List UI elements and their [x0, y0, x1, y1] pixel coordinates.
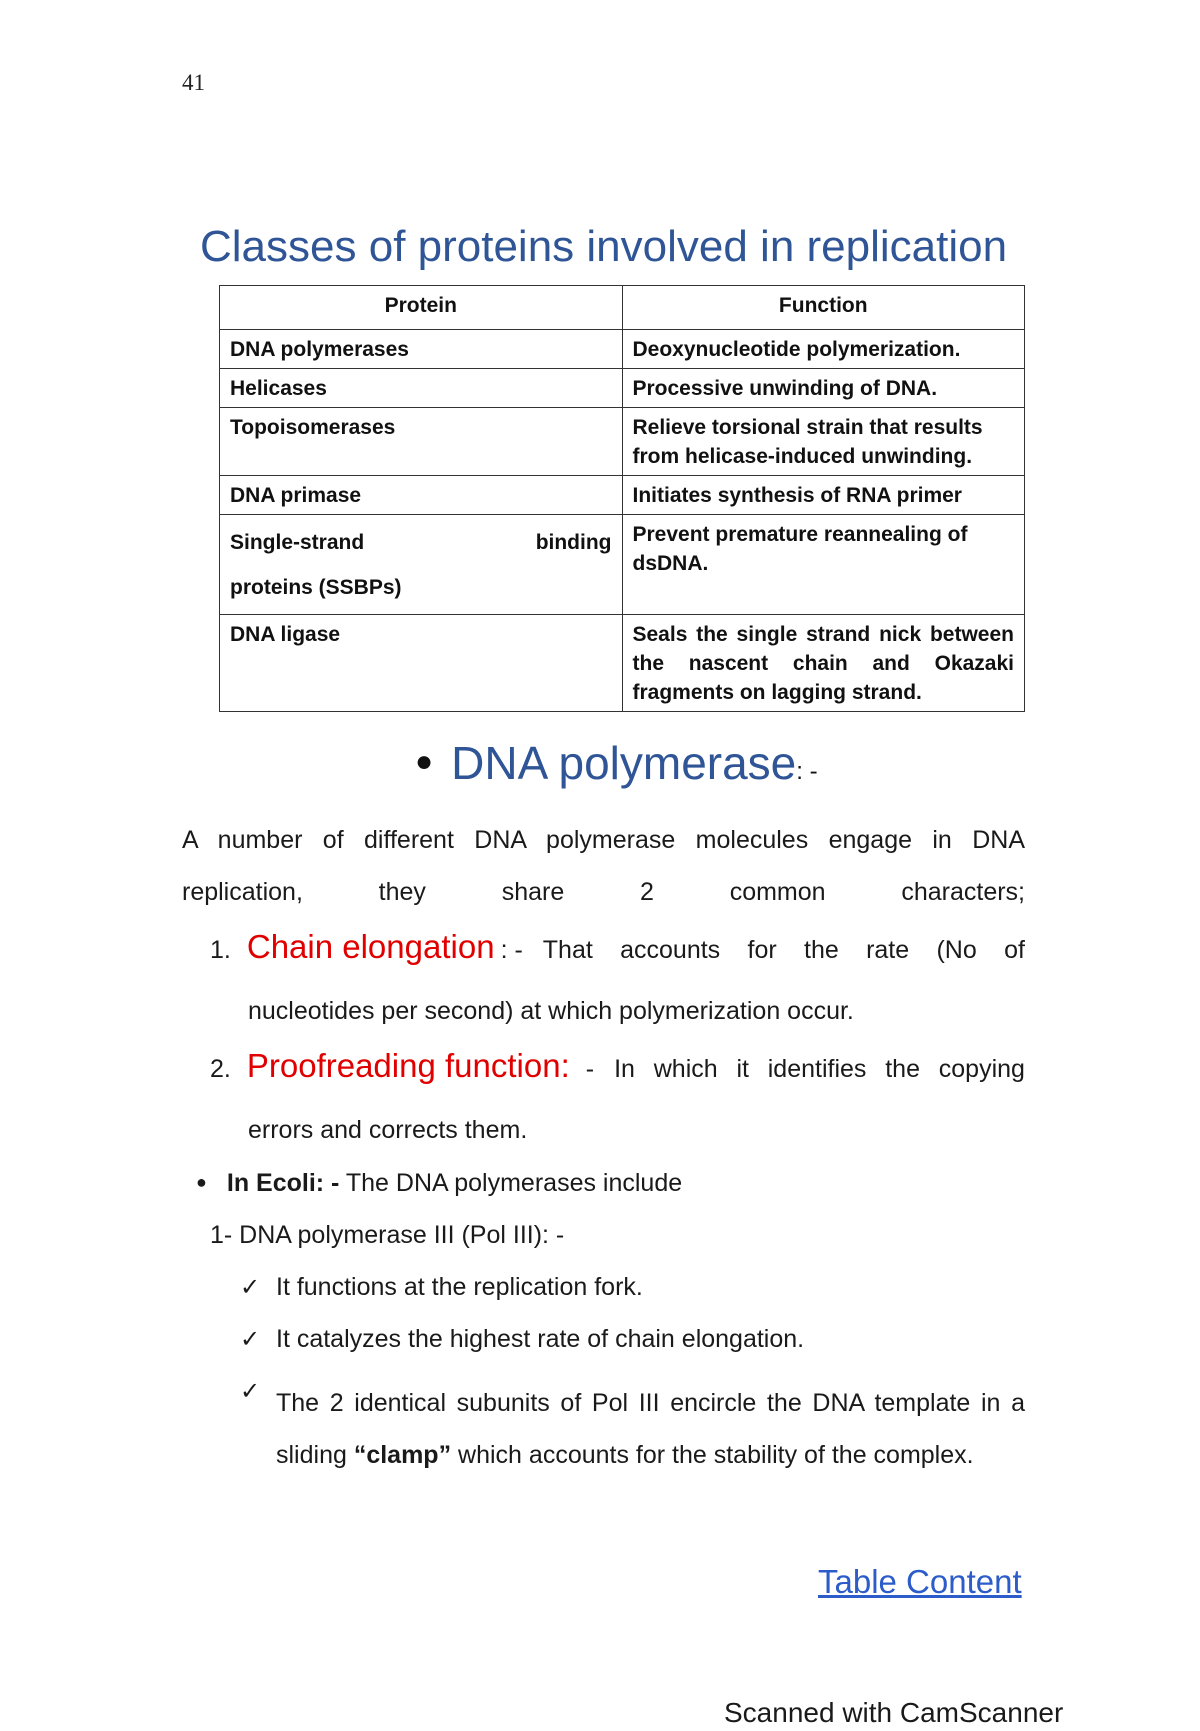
list-item [210, 928, 1025, 966]
protein-cell: DNA ligase [220, 615, 623, 712]
table-row [220, 476, 1025, 515]
function-cell: Prevent premature reannealing of dsDNA. [622, 515, 1025, 615]
item-text-continued: nucleotides per second) at which polymerization occur. [248, 997, 854, 1025]
table-content-link[interactable]: Table Content [818, 1563, 1022, 1600]
word: copying [938, 1055, 1025, 1083]
item-text [543, 936, 1025, 965]
table-header-row [220, 286, 1025, 330]
term-proofreading-function: Proofreading function: [246, 1047, 570, 1084]
clamp-term: “clamp” [353, 1441, 452, 1469]
word: for [747, 936, 777, 964]
bullet-icon: ● [196, 1172, 207, 1192]
word: In [614, 1055, 635, 1083]
checkmark-icon: ✓ [240, 1378, 261, 1405]
section-heading [415, 736, 818, 790]
item-text [614, 1055, 1025, 1084]
function-cell: Seals the single strand nick between the nascent chain and Okazaki fragments on lagging strand. [622, 615, 1025, 712]
checkmark-icon: ✓ [240, 1274, 261, 1301]
protein-cell: Topoisomerases [220, 408, 623, 476]
check-item [240, 1325, 804, 1354]
word: which [653, 1055, 718, 1083]
table-row [220, 369, 1025, 408]
list-number: 1. [210, 936, 231, 964]
proteins-table [219, 285, 1025, 712]
header-function: Function [622, 286, 1025, 330]
check-text: It functions at the replication fork. [276, 1273, 643, 1301]
protein-cell: Helicases [220, 369, 623, 408]
pol3-title: 1- DNA polymerase III (Pol III): - [210, 1221, 565, 1249]
camscanner-footer: Scanned with CamScanner [724, 1697, 1064, 1728]
word: rate [866, 936, 910, 964]
check3-post: which accounts for the stability of the complex. [458, 1441, 974, 1469]
protein-cell [220, 515, 623, 615]
ecoli-line [196, 1169, 682, 1198]
header-protein: Protein [220, 286, 623, 330]
word: That [542, 936, 593, 964]
bullet-icon: ● [415, 745, 434, 778]
check-text [276, 1377, 1025, 1481]
check-text: It catalyzes the highest rate of chain elongation. [276, 1325, 805, 1353]
word: it [736, 1055, 749, 1083]
function-cell: Deoxynucleotide polymerization. [622, 330, 1025, 369]
checkmark-icon: ✓ [240, 1326, 261, 1353]
section-heading-suffix: : - [796, 758, 818, 785]
page-title: Classes of proteins involved in replication [200, 222, 1008, 271]
protein-cell-part: binding [535, 531, 612, 554]
protein-cell-part: Single-strand [230, 531, 365, 554]
protein-cell: DNA polymerases [220, 330, 623, 369]
table-row [220, 515, 1025, 615]
table-row [220, 615, 1025, 712]
item-text-continued: errors and corrects them. [248, 1116, 528, 1144]
ecoli-label: In Ecoli: - [226, 1169, 340, 1197]
intro-paragraph: A number of different DNA polymerase molecules engage in DNA replication, they share 2 common characters; [182, 826, 1025, 906]
word: (No [936, 936, 977, 964]
term-separator: : - [500, 936, 523, 964]
term-separator: - [585, 1055, 595, 1083]
check-item [240, 1273, 643, 1302]
word: accounts [620, 936, 721, 964]
word: the [885, 1055, 920, 1083]
function-cell: Initiates synthesis of RNA primer [622, 476, 1025, 515]
list-number: 2. [210, 1055, 231, 1083]
word: the [804, 936, 839, 964]
check-item [240, 1377, 276, 1406]
page-number: 41 [182, 70, 205, 95]
table-row [220, 330, 1025, 369]
function-cell: Processive unwinding of DNA. [622, 369, 1025, 408]
check3-pre: The 2 identical subunits of Pol III encircle the DNA template in a sliding [276, 1389, 1025, 1469]
protein-cell-part: proteins (SSBPs) [230, 576, 402, 599]
function-cell: Relieve torsional strain that results from helicase-induced unwinding. [622, 408, 1025, 476]
section-heading-text: DNA polymerase [451, 737, 797, 789]
list-item [210, 1047, 1025, 1085]
ecoli-text: The DNA polymerases include [345, 1169, 683, 1197]
word: of [1004, 936, 1025, 964]
table-row [220, 408, 1025, 476]
word: identifies [767, 1055, 867, 1083]
protein-cell: DNA primase [220, 476, 623, 515]
term-chain-elongation: Chain elongation [246, 928, 495, 965]
